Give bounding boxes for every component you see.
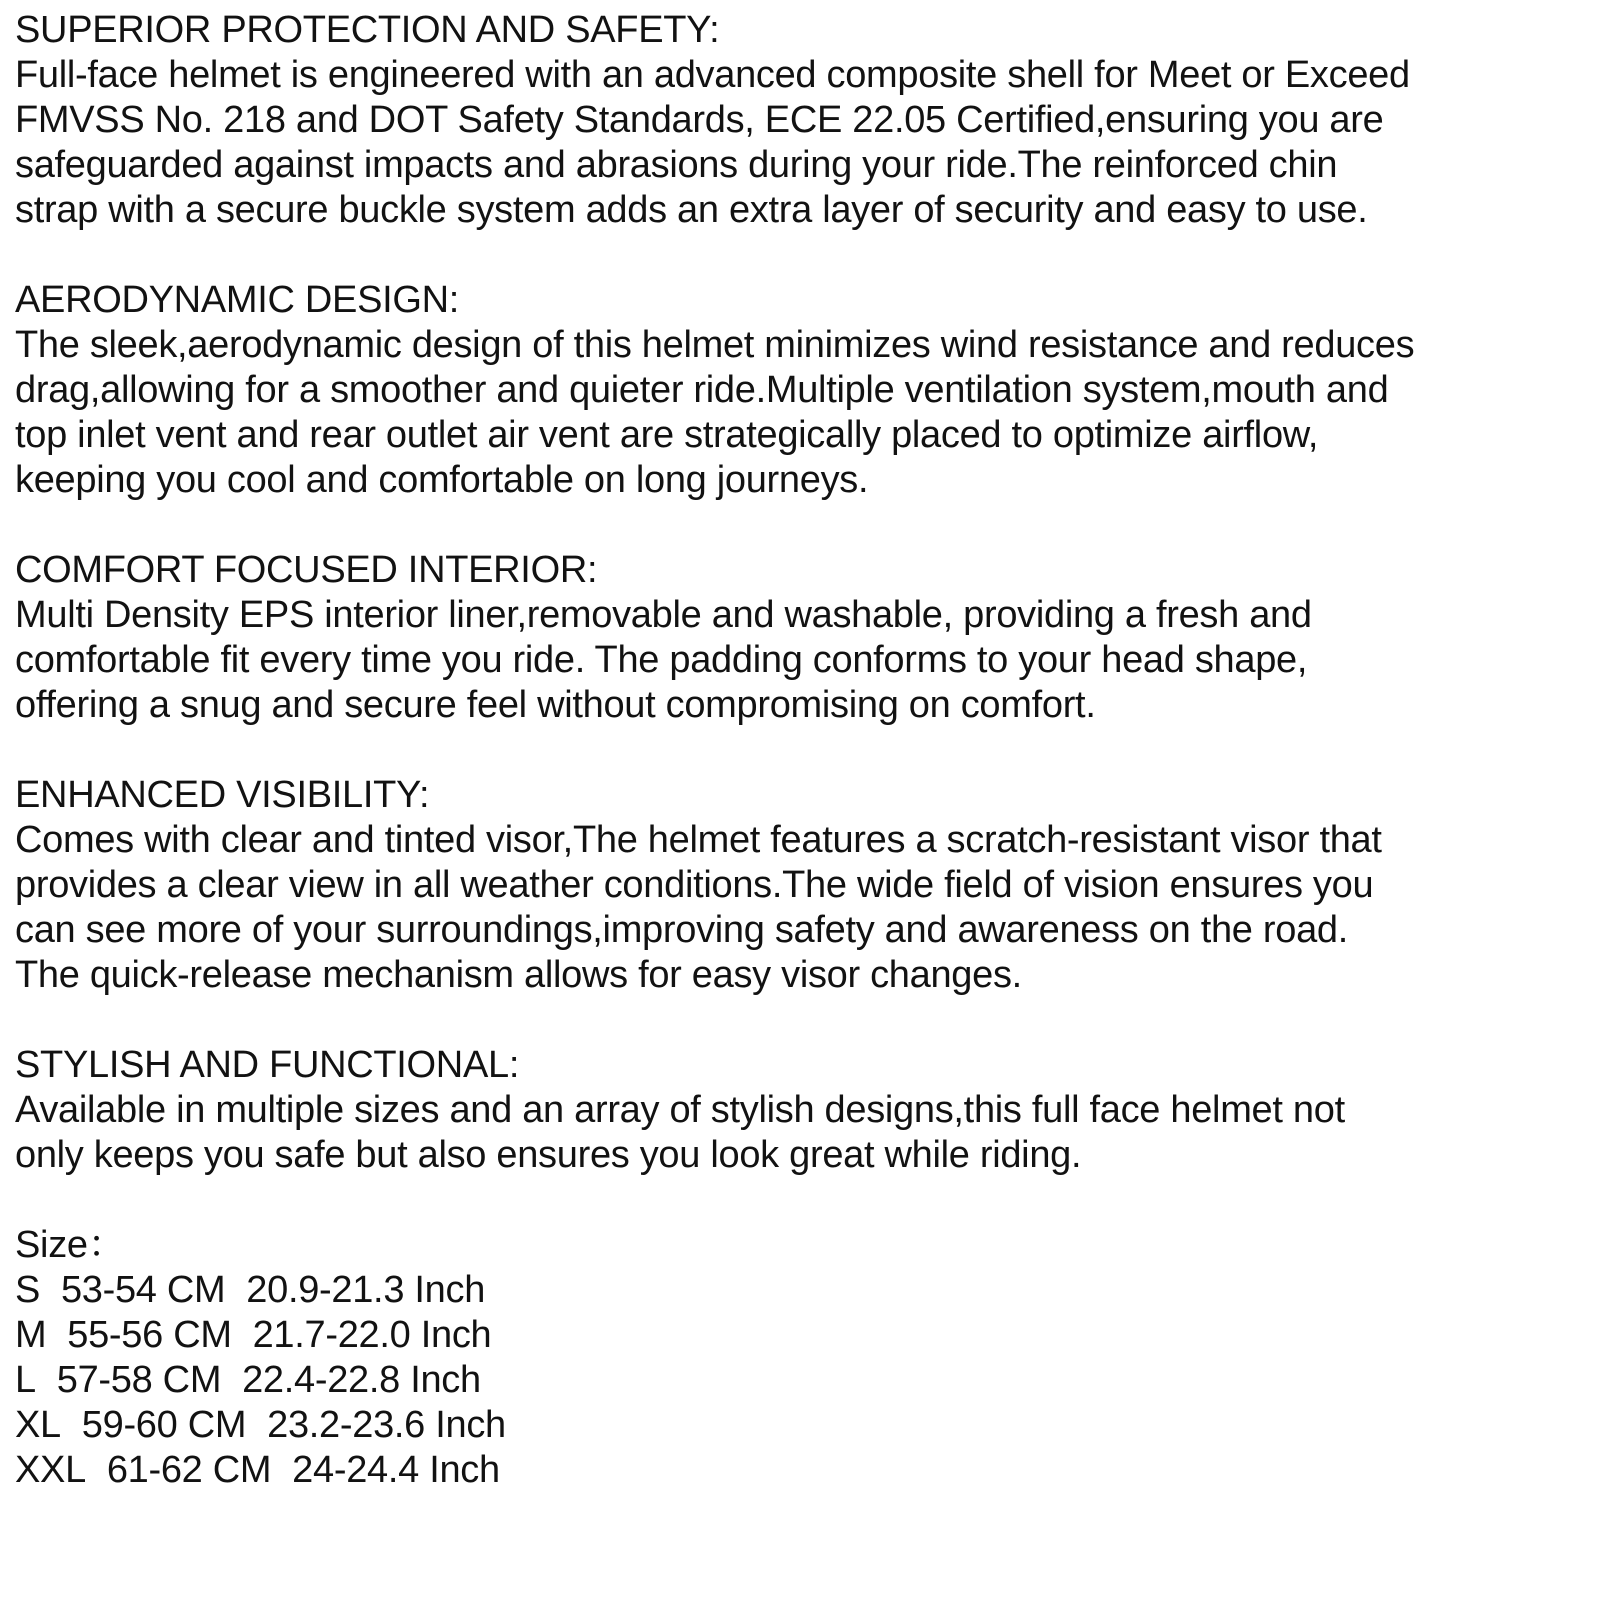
section-line: Available in multiple sizes and an array of stylish designs,this full face helmet not bbox=[15, 1089, 1345, 1131]
section-heading: ENHANCED VISIBILITY: bbox=[15, 774, 430, 816]
size-label: L bbox=[15, 1359, 36, 1401]
description-section bbox=[15, 773, 1585, 998]
size-cm-value: 53-54 CM bbox=[60, 1269, 226, 1311]
section-line: Comes with clear and tinted visor,The helmet features a scratch-resistant visor that bbox=[15, 819, 1382, 861]
size-chart-row bbox=[15, 1268, 1585, 1313]
section-line: only keeps you safe but also ensures you look great while riding. bbox=[15, 1134, 1082, 1176]
section-line: Full-face helmet is engineered with an advanced composite shell for Meet or Exceed bbox=[15, 54, 1410, 96]
size-inch-value: 21.7-22.0 Inch bbox=[252, 1314, 492, 1356]
size-cm-value: 59-60 CM bbox=[81, 1404, 247, 1446]
section-line: safeguarded against impacts and abrasions during your ride.The reinforced chin bbox=[15, 144, 1338, 186]
section-line: The sleek,aerodynamic design of this helmet minimizes wind resistance and reduces bbox=[15, 324, 1415, 366]
size-cm-value: 61-62 CM bbox=[106, 1449, 272, 1491]
size-cm-value: 57-58 CM bbox=[56, 1359, 222, 1401]
section-heading: AERODYNAMIC DESIGN: bbox=[15, 279, 460, 321]
section-line: can see more of your surroundings,improving safety and awareness on the road. bbox=[15, 909, 1348, 951]
section-heading: COMFORT FOCUSED INTERIOR: bbox=[15, 549, 598, 591]
section-line: drag,allowing for a smoother and quieter ride.Multiple ventilation system,mouth and bbox=[15, 369, 1389, 411]
section-line: top inlet vent and rear outlet air vent are strategically placed to optimize airflow, bbox=[15, 414, 1319, 456]
size-inch-value: 20.9-21.3 Inch bbox=[246, 1269, 486, 1311]
size-chart-section bbox=[15, 1223, 1585, 1493]
size-inch-value: 23.2-23.6 Inch bbox=[267, 1404, 506, 1446]
section-line: FMVSS No. 218 and DOT Safety Standards, ECE 22.05 Certified,ensuring you are bbox=[15, 99, 1384, 141]
description-section bbox=[15, 278, 1585, 503]
size-chart-row bbox=[15, 1313, 1585, 1358]
size-chart-row bbox=[15, 1358, 1585, 1403]
size-chart-row bbox=[15, 1403, 1585, 1448]
size-label: S bbox=[15, 1269, 41, 1311]
size-inch-value: 22.4-22.8 Inch bbox=[242, 1359, 481, 1401]
section-line: Multi Density EPS interior liner,removable and washable, providing a fresh and bbox=[15, 594, 1312, 636]
size-label: M bbox=[15, 1314, 47, 1356]
description-section bbox=[15, 8, 1585, 233]
description-section bbox=[15, 1043, 1585, 1178]
section-line: strap with a secure buckle system adds an extra layer of security and easy to use. bbox=[15, 189, 1368, 231]
size-label: XXL bbox=[15, 1449, 86, 1491]
section-heading: SUPERIOR PROTECTION AND SAFETY: bbox=[15, 9, 720, 51]
section-heading: STYLISH AND FUNCTIONAL: bbox=[15, 1044, 520, 1086]
size-inch-value: 24-24.4 Inch bbox=[292, 1449, 500, 1491]
section-line: comfortable fit every time you ride. The padding conforms to your head shape, bbox=[15, 639, 1308, 681]
description-section bbox=[15, 548, 1585, 728]
section-line: keeping you cool and comfortable on long journeys. bbox=[15, 459, 869, 501]
size-label: XL bbox=[15, 1404, 61, 1446]
size-chart-heading: Size： bbox=[15, 1224, 126, 1266]
size-chart-row bbox=[15, 1448, 1585, 1493]
section-line: offering a snug and secure feel without compromising on comfort. bbox=[15, 684, 1096, 726]
section-line: provides a clear view in all weather conditions.The wide field of vision ensures you bbox=[15, 864, 1374, 906]
size-cm-value: 55-56 CM bbox=[67, 1314, 232, 1356]
section-line: The quick-release mechanism allows for easy visor changes. bbox=[15, 954, 1022, 996]
